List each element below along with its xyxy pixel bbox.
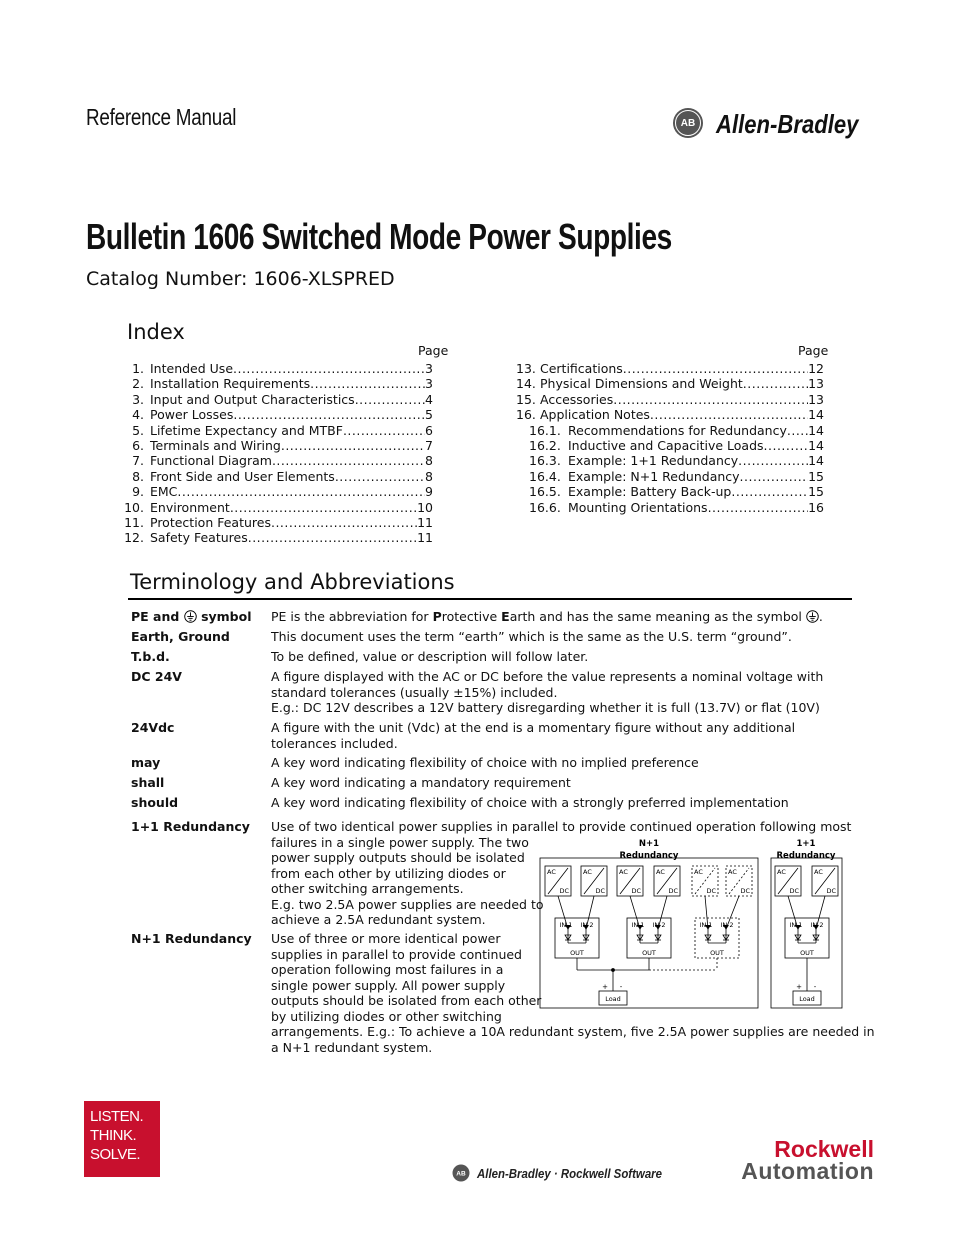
toc-leader [233, 407, 425, 422]
svg-text:AB: AB [456, 1170, 466, 1178]
terminology-heading: Terminology and Abbreviations [130, 570, 455, 594]
toc-number: 16. [516, 407, 536, 423]
toc-page-number: 8 [425, 453, 433, 469]
term-description [271, 649, 588, 665]
toc-leader [764, 438, 809, 453]
diagram-label: AC [619, 868, 628, 876]
toc-number: 16.6. [529, 499, 561, 515]
toc-title: Example: Battery Back-up [568, 484, 732, 500]
toc-entry[interactable] [124, 515, 433, 530]
diagram-label: Load [799, 995, 815, 1003]
toc-entry[interactable] [124, 392, 433, 407]
toc-title: Accessories [540, 391, 614, 407]
toc-page-number: 11 [417, 515, 433, 530]
term-label: N+1 Redundancy [131, 931, 252, 946]
toc-number: 4. [132, 407, 144, 423]
toc-leader [272, 453, 425, 468]
diagram-label: DC [595, 887, 605, 895]
toc-title: Installation Requirements [150, 376, 311, 392]
toc-number: 2. [132, 376, 144, 392]
toc-leader [248, 530, 417, 545]
toc-leader [743, 376, 808, 391]
term-description [271, 720, 795, 751]
toc-entry[interactable] [124, 469, 433, 484]
diagram-label: AC [583, 868, 592, 876]
toc-title: Example: N+1 Redundancy [568, 468, 740, 484]
diagram-label: DC [631, 887, 641, 895]
toc-leader [731, 484, 808, 499]
toc-page-number: 9 [425, 484, 433, 500]
toc-page-number: 15 [808, 468, 824, 484]
toc-page-number: 3 [425, 361, 433, 376]
diagram-label: AC [777, 868, 786, 876]
description-line: E.g.: DC 12V describes a 12V battery disregarding whether it is full (13.7V) or flat (10V) [271, 700, 820, 715]
diagram-label: DC [706, 887, 716, 895]
diagram-label: OUT [800, 949, 814, 957]
term-label: should [131, 795, 179, 810]
diagram-label: IN 1 [559, 921, 573, 929]
toc-number: 5. [132, 422, 144, 438]
toc-leader [613, 392, 808, 407]
toc-entry[interactable] [124, 438, 433, 453]
description-line: E.g. two 2.5A power supplies are needed to [271, 896, 544, 912]
toc-entry[interactable] [124, 453, 433, 468]
term-description [271, 795, 789, 811]
term-label: 1+1 Redundancy [131, 819, 250, 834]
description-line: from each other by utilizing diodes or [271, 865, 506, 881]
toc-leader [281, 438, 425, 453]
toc-number: 16.4. [529, 468, 561, 484]
toc-page-number: 14 [808, 407, 824, 423]
toc-entry[interactable] [124, 423, 433, 438]
toc-page-number: 8 [425, 468, 433, 484]
description-line: other switching arrangements. [271, 881, 464, 896]
toc-leader [343, 423, 425, 438]
description-line: operation following most failures in a [271, 962, 504, 977]
toc-leader [738, 453, 808, 468]
toc-page-number: 7 [425, 438, 433, 453]
description-line: A figure displayed with the AC or DC before the value represents a nominal voltage with [271, 669, 824, 684]
description-line: standard tolerances (usually ±15%) included. [271, 684, 558, 700]
toc-page-number: 6 [425, 422, 433, 438]
toc-page-number: 3 [425, 376, 433, 392]
toc-title: Physical Dimensions and Weight [540, 376, 743, 392]
diagram-label: Load [605, 995, 621, 1003]
toc-number: 16.3. [529, 453, 561, 469]
toc-entry[interactable] [529, 438, 824, 453]
term-description [271, 755, 699, 771]
toc-number: 14. [516, 376, 536, 392]
toc-leader [271, 515, 417, 530]
catalog-number: Catalog Number: 1606-XLSPRED [86, 268, 395, 290]
slogan-line: LISTEN. [90, 1108, 144, 1125]
toc-number: 15. [516, 391, 536, 407]
toc-entry[interactable] [516, 376, 824, 391]
toc-page-number: 4 [425, 391, 433, 407]
diagram-label: AC [547, 868, 556, 876]
toc-title: Application Notes [540, 407, 650, 423]
diagram-label: IN 2 [810, 921, 824, 929]
toc-title: Example: 1+1 Redundancy [568, 453, 739, 469]
toc-page-number: 14 [808, 438, 824, 453]
diagram-label: Redundancy [776, 851, 836, 861]
toc-leader [650, 407, 808, 422]
toc-title: Protection Features [150, 515, 271, 530]
term-label: Earth, Ground [131, 629, 230, 644]
toc-title: EMC [150, 484, 178, 500]
toc-number: 9. [132, 484, 144, 500]
toc-leader [623, 361, 808, 376]
rockwell-automation-logo: Rockwell Automation [741, 1136, 874, 1184]
description-line: outputs should be isolated from each other [271, 993, 542, 1008]
diagram-label: AC [814, 868, 823, 876]
term-label: shall [131, 775, 165, 790]
toc-entry[interactable] [124, 407, 433, 422]
toc-entry[interactable] [529, 484, 824, 499]
slogan-line: SOLVE. [90, 1146, 141, 1163]
slogan-line: THINK. [90, 1127, 137, 1144]
toc-page-number: 16 [808, 499, 824, 515]
description-line: A figure with the unit (Vdc) at the end is a momentary figure without any additional [271, 720, 796, 735]
diagram-label: - [813, 983, 817, 991]
toc-page-number: 13 [808, 376, 824, 392]
description-line: failures in a single power supply. The two [271, 834, 529, 850]
toc-title: Environment [150, 499, 230, 515]
toc-page-number: 13 [808, 391, 824, 407]
diagram-label: + [796, 983, 802, 991]
diagram-label: AC [728, 868, 737, 876]
toc-page-number: 12 [808, 361, 824, 376]
toc-title: Terminals and Wiring [150, 438, 281, 453]
description-line: single power supply. All power supply [271, 977, 506, 993]
toc-leader [355, 392, 425, 407]
toc-title: Mounting Orientations [568, 499, 708, 515]
diagram-label: IN 2 [720, 921, 734, 929]
diagram-label: Redundancy [619, 851, 679, 861]
description-line: achieve a 2.5A redundant system. [271, 912, 486, 927]
diagram-label: + [602, 983, 608, 991]
toc-leader [310, 376, 425, 391]
toc-page-number: 14 [808, 453, 824, 469]
section-divider [128, 598, 852, 600]
diagram-label: IN 2 [652, 921, 666, 929]
page-title: Bulletin 1606 Switched Mode Power Supplies [86, 216, 672, 257]
toc-number: 11. [124, 515, 144, 530]
description-line: This document uses the term “earth” which is the same as the U.S. term “ground”. [271, 629, 792, 644]
toc-number: 7. [132, 453, 144, 469]
term-label: T.b.d. [131, 649, 170, 664]
allen-bradley-small-logo-icon [452, 1164, 470, 1182]
toc-number: 16.2. [529, 438, 561, 453]
toc-title: Certifications [540, 361, 623, 376]
toc-number: 3. [132, 391, 144, 407]
toc-entry[interactable] [516, 392, 824, 407]
description-line: A key word indicating flexibility of choice with a strongly preferred implementation [271, 795, 789, 810]
toc-entry[interactable] [529, 500, 824, 515]
diagram-label: IN 2 [580, 921, 594, 929]
diagram-label: AC [694, 868, 703, 876]
diagram-label: DC [740, 887, 750, 895]
term-label-pe: PE and symbol [131, 609, 252, 624]
diagram-label: IN 1 [631, 921, 645, 929]
toc-page-number: 15 [808, 484, 824, 500]
description-line: A key word indicating a mandatory requirement [271, 775, 571, 790]
toc-page-number: 14 [808, 422, 824, 438]
document-type: Reference Manual [86, 104, 237, 130]
toc-leader [708, 500, 809, 515]
toc-title: Input and Output Characteristics [150, 391, 355, 407]
toc-page-number: 5 [425, 407, 433, 423]
toc-number: 8. [132, 468, 144, 484]
toc-leader [230, 500, 417, 515]
redundancy-diagram [539, 836, 844, 1011]
diagram-label: DC [668, 887, 678, 895]
toc-title: Intended Use [150, 361, 234, 376]
toc-entry[interactable] [124, 530, 433, 545]
brand-name: Allen-Bradley [716, 109, 859, 139]
toc-entry[interactable] [516, 361, 824, 376]
term-description [271, 629, 792, 645]
toc-page-number: 10 [417, 499, 433, 515]
page-column-label-left: Page [418, 343, 449, 358]
description-line: Use of three or more identical power [271, 931, 501, 946]
toc-entry[interactable] [124, 484, 433, 499]
toc-entry[interactable] [529, 423, 824, 438]
protective-earth-icon [184, 610, 197, 623]
toc-title: Safety Features [150, 530, 248, 546]
toc-number: 12. [124, 530, 144, 546]
o1-frame [771, 858, 842, 1008]
toc-number: 16.5. [529, 484, 561, 500]
toc-leader [335, 469, 425, 484]
listen-think-solve-badge [84, 1101, 160, 1177]
svg-text:AB: AB [680, 118, 696, 129]
diagram-label: DC [826, 887, 836, 895]
term-label: DC 24V [131, 669, 182, 684]
page-column-label-right: Page [798, 343, 829, 358]
description-line: arrangements. E.g.: To achieve a 10A redundant system, five 2.5A power supplies are needed in [271, 1024, 875, 1039]
n1-frame [540, 858, 758, 1008]
description-line: by utilizing diodes or other switching [271, 1008, 502, 1024]
index-heading: Index [127, 320, 185, 344]
diagram-label: DC [789, 887, 799, 895]
toc-leader [787, 423, 808, 438]
description-line: tolerances included. [271, 735, 398, 751]
diagram-label: OUT [570, 949, 584, 957]
term-label: 24Vdc [131, 720, 175, 735]
toc-leader [233, 361, 425, 376]
toc-number: 10. [124, 499, 144, 515]
diagram-label: IN 1 [699, 921, 713, 929]
description-line: supplies in parallel to provide continued [271, 946, 522, 962]
description-line: power supply outputs should be isolated [271, 850, 525, 865]
toc-title: Front Side and User Elements [150, 468, 335, 484]
diagram-label: 1+1 [796, 839, 816, 849]
toc-entry[interactable] [124, 361, 433, 376]
toc-number: 6. [132, 438, 144, 453]
toc-entry[interactable] [124, 376, 433, 391]
allen-bradley-logo-icon [672, 107, 704, 139]
term-description [271, 669, 823, 716]
toc-entry[interactable] [124, 500, 433, 515]
toc-title: Power Losses [150, 407, 234, 423]
diagram-label: - [619, 983, 623, 991]
diagram-label: OUT [710, 949, 724, 957]
toc-leader [740, 469, 809, 484]
description-line: Use of two identical power supplies in parallel to provide continued operation following most [271, 819, 852, 834]
diagram-label: IN 1 [789, 921, 803, 929]
term-desc-pe: PE is the abbreviation for Protective Earth and has the same meaning as the symbol . [271, 609, 823, 624]
term-description [271, 775, 571, 791]
term-label: may [131, 755, 161, 770]
toc-page-number: 11 [417, 530, 433, 546]
toc-number: 13. [516, 361, 536, 376]
toc-title: Functional Diagram [150, 453, 272, 469]
toc-title: Recommendations for Redundancy [568, 422, 787, 438]
diagram-label: AC [656, 868, 665, 876]
toc-title: Lifetime Expectancy and MTBF [150, 422, 343, 438]
toc-entry[interactable] [516, 407, 824, 422]
toc-number: 16.1. [529, 422, 561, 438]
toc-entry[interactable] [529, 469, 824, 484]
description-line: a N+1 redundant system. [271, 1039, 433, 1055]
toc-leader [177, 484, 425, 499]
toc-entry[interactable] [529, 453, 824, 468]
toc-title: Inductive and Capacitive Loads [568, 438, 764, 453]
diagram-label: N+1 [638, 839, 660, 849]
diagram-label: OUT [642, 949, 656, 957]
diagram-label: DC [559, 887, 569, 895]
protective-earth-icon [806, 610, 819, 623]
toc-number: 1. [132, 361, 144, 376]
footer-brands: Allen-Bradley · Rockwell Software [477, 1166, 663, 1181]
description-line: To be defined, value or description will follow later. [271, 649, 589, 664]
description-line: A key word indicating flexibility of choice with no implied preference [271, 755, 699, 770]
